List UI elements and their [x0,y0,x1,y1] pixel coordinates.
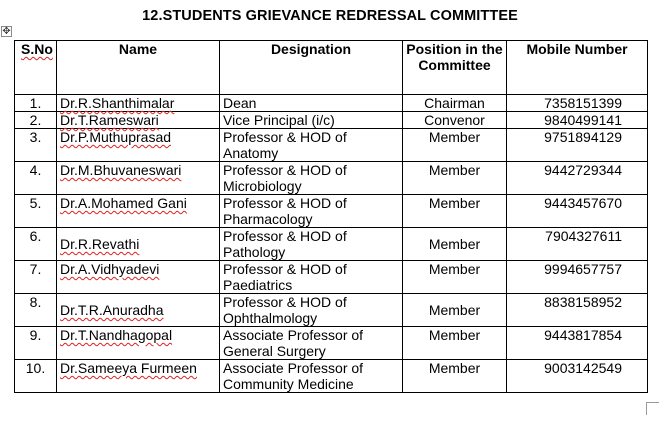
cell-name: Dr.M.Bhuvaneswari [57,162,220,195]
table-row [15,294,648,327]
column-header-sno: S.No [15,41,57,95]
table-row [15,195,648,228]
cell-name: Dr.R.Revathi [57,228,220,261]
column-header-designation: Designation [220,41,403,95]
cell-mobile: 9443457670 [507,195,648,228]
table-header-row [15,41,648,95]
cell-position: Member [403,327,507,360]
cell-position: Convenor [403,112,507,129]
table-row [15,327,648,360]
cell-position: Member [403,294,507,327]
table-row [15,228,648,261]
cell-position: Chairman [403,95,507,112]
cell-mobile: 9751894129 [507,129,648,162]
cell-mobile: 8838158952 [507,294,648,327]
column-header-mobile: Mobile Number [507,41,648,95]
cell-name: Dr.Sameeya Furmeen [57,360,220,393]
table-row [15,261,648,294]
cell-name: Dr.P.Muthuprasad [57,129,220,162]
cell-position: Member [403,360,507,393]
cell-name: Dr.T.Nandhagopal [57,327,220,360]
cell-sno: 2. [15,112,57,129]
cell-mobile: 9442729344 [507,162,648,195]
cell-sno: 8. [15,294,57,327]
table-row [15,95,648,112]
cell-sno: 7. [15,261,57,294]
table-row [15,129,648,162]
cell-designation: Professor & HOD of Pathology [220,228,403,261]
table-resize-handle[interactable] [646,402,659,415]
cell-sno: 3. [15,129,57,162]
cell-sno: 4. [15,162,57,195]
cell-sno: 5. [15,195,57,228]
cell-designation: Vice Principal (i/c) [220,112,403,129]
cell-mobile: 7904327611 [507,228,648,261]
cell-name: Dr.T.Rameswari [57,112,220,129]
cell-designation: Professor & HOD of Anatomy [220,129,403,162]
cell-designation: Dean [220,95,403,112]
document-heading: 12.STUDENTS GRIEVANCE REDRESSAL COMMITTEE [142,8,518,24]
cell-sno: 6. [15,228,57,261]
cell-sno: 1. [15,95,57,112]
cell-designation: Associate Professor of General Surgery [220,327,403,360]
committee-table [14,40,648,393]
cell-position: Member [403,195,507,228]
cell-designation: Professor & HOD of Ophthalmology [220,294,403,327]
cell-name: Dr.A.Mohamed Gani [57,195,220,228]
table-move-handle-icon[interactable]: ✥ [2,26,11,37]
cell-sno: 10. [15,360,57,393]
cell-position: Member [403,162,507,195]
table-row [15,162,648,195]
table-row [15,112,648,129]
cell-sno: 9. [15,327,57,360]
cell-designation: Professor & HOD of Microbiology [220,162,403,195]
cell-position: Member [403,228,507,261]
cell-position: Member [403,261,507,294]
cell-designation: Associate Professor of Community Medicine [220,360,403,393]
column-header-name: Name [57,41,220,95]
table-row [15,360,648,393]
cell-mobile: 9443817854 [507,327,648,360]
cell-mobile: 7358151399 [507,95,648,112]
cell-mobile: 9003142549 [507,360,648,393]
cell-designation: Professor & HOD of Paediatrics [220,261,403,294]
cell-designation: Professor & HOD of Pharmacology [220,195,403,228]
column-header-position: Position in the Committee [403,41,507,95]
cell-mobile: 9840499141 [507,112,648,129]
cell-name: Dr.A.Vidhyadevi [57,261,220,294]
cell-mobile: 9994657757 [507,261,648,294]
cell-name: Dr.T.R.Anuradha [57,294,220,327]
cell-position: Member [403,129,507,162]
cell-name: Dr.R.Shanthimalar [57,95,220,112]
